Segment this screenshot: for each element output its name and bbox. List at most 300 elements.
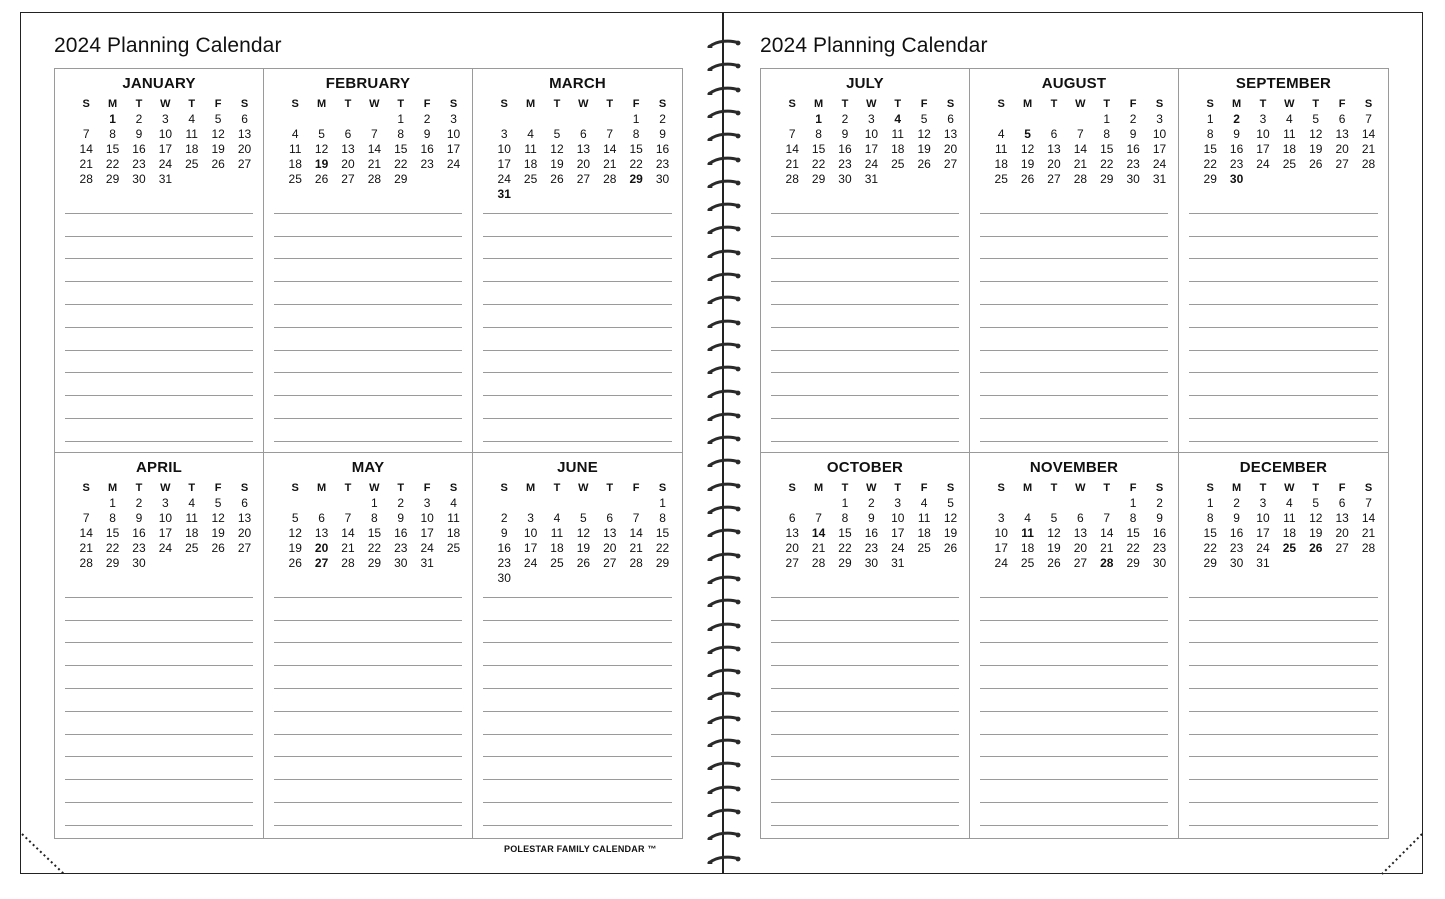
day-number: 27 <box>603 556 617 570</box>
writing-line <box>980 735 1168 758</box>
writing-line <box>771 396 959 419</box>
binding-coil <box>707 38 741 48</box>
weekday-header: M <box>1232 98 1242 110</box>
weekday-header: F <box>632 98 640 110</box>
day-number: 2 <box>423 112 431 126</box>
day-number: 21 <box>79 157 93 171</box>
weekday-header: T <box>1050 482 1058 494</box>
day-number: 11 <box>994 142 1008 156</box>
weekday-header: S <box>1364 482 1373 494</box>
day-number: 17 <box>891 526 905 540</box>
day-number: 25 <box>288 172 302 186</box>
empty-day <box>335 112 361 127</box>
binding-coil <box>707 201 741 211</box>
day-number: 19 <box>917 142 931 156</box>
day-number: 23 <box>655 157 670 171</box>
weekday-header: T <box>1312 98 1320 110</box>
binding-coil <box>707 61 741 71</box>
writing-line <box>65 689 253 712</box>
writing-line <box>980 643 1168 666</box>
empty-day <box>517 112 543 127</box>
day-number: 15 <box>105 142 120 156</box>
day-number: 16 <box>838 142 852 156</box>
day-number: 13 <box>1335 127 1349 141</box>
day-number: 10 <box>446 127 461 141</box>
day-number: 3 <box>1156 112 1163 126</box>
writing-line <box>274 237 462 260</box>
writing-line <box>65 373 253 396</box>
day-number: 15 <box>367 526 382 540</box>
writing-lines <box>980 191 1168 442</box>
day-number: 12 <box>1309 127 1323 141</box>
day-number: 9 <box>397 511 405 525</box>
month-days-grid <box>491 481 682 586</box>
writing-line <box>771 598 959 621</box>
writing-line <box>980 621 1168 644</box>
day-number: 4 <box>527 127 534 141</box>
weekday-header: T <box>397 482 405 494</box>
writing-line <box>771 419 959 442</box>
month-february <box>264 69 473 453</box>
day-number: 7 <box>788 127 796 141</box>
day-number: 11 <box>1283 127 1296 141</box>
day-number: 7 <box>1077 127 1084 141</box>
day-number: 10 <box>497 142 511 156</box>
day-number: 29 <box>811 172 826 186</box>
left-page-month-grid <box>54 68 683 839</box>
weekday-header: F <box>920 482 928 494</box>
writing-line <box>65 780 253 803</box>
day-number: 22 <box>1203 157 1217 171</box>
day-number: 14 <box>629 526 643 540</box>
footer-brand: POLESTAR FAMILY CALENDAR ™ <box>504 844 657 854</box>
writing-line <box>65 282 253 305</box>
writing-line <box>1189 621 1378 644</box>
day-number: 2 <box>841 112 849 126</box>
day-number: 27 <box>314 556 329 570</box>
weekday-header: S <box>1206 482 1214 494</box>
writing-line <box>274 305 462 328</box>
writing-line <box>1189 237 1378 260</box>
weekday-header: W <box>578 98 589 110</box>
day-number: 18 <box>523 157 538 171</box>
writing-line <box>483 621 672 644</box>
month-days-grid <box>73 97 263 187</box>
day-number: 12 <box>1309 511 1323 525</box>
day-number: 28 <box>341 556 355 570</box>
day-number: 6 <box>1338 496 1346 510</box>
day-number: 19 <box>1309 142 1323 156</box>
day-number: 11 <box>1283 511 1296 525</box>
writing-line <box>65 735 253 758</box>
day-number: 24 <box>1256 541 1270 555</box>
day-number: 30 <box>864 556 879 570</box>
month-name: AUGUST <box>1041 75 1107 92</box>
day-number: 10 <box>1256 511 1270 525</box>
day-number: 5 <box>1312 112 1320 126</box>
day-number: 27 <box>237 157 252 171</box>
day-number: 25 <box>891 157 905 171</box>
day-number: 17 <box>158 142 173 156</box>
day-number: 4 <box>188 112 196 126</box>
day-number: 28 <box>1361 541 1376 555</box>
writing-line <box>274 419 462 442</box>
day-number: 6 <box>318 511 325 525</box>
day-number: 7 <box>344 511 352 525</box>
day-number: 19 <box>314 157 329 171</box>
day-number: 10 <box>864 127 879 141</box>
day-number: 2 <box>659 112 666 126</box>
writing-line <box>483 712 672 735</box>
binding-coil <box>707 318 741 328</box>
day-number: 20 <box>603 541 617 555</box>
writing-line <box>1189 780 1378 803</box>
day-number: 7 <box>82 511 90 525</box>
day-number: 27 <box>576 172 591 186</box>
day-number: 10 <box>420 511 434 525</box>
day-number: 29 <box>629 172 643 186</box>
day-number: 26 <box>1309 541 1323 555</box>
day-number: 31 <box>497 187 511 201</box>
writing-line <box>771 191 959 214</box>
day-number: 4 <box>920 496 928 510</box>
day-number: 16 <box>1229 142 1244 156</box>
empty-day <box>1067 112 1093 127</box>
day-number: 3 <box>868 112 875 126</box>
writing-line <box>65 259 253 282</box>
weekday-header: T <box>135 98 143 110</box>
weekday-header: S <box>1155 98 1164 110</box>
day-number: 8 <box>1206 127 1214 141</box>
day-number: 15 <box>811 142 826 156</box>
writing-line <box>980 803 1168 826</box>
binding-coil <box>707 690 741 700</box>
empty-day <box>1041 496 1067 511</box>
writing-line <box>771 757 959 780</box>
day-number: 6 <box>1050 127 1058 141</box>
day-number: 14 <box>1073 142 1088 156</box>
day-number: 2 <box>500 511 508 525</box>
day-number: 27 <box>785 556 799 570</box>
day-number: 3 <box>527 511 534 525</box>
day-number: 14 <box>1361 511 1376 525</box>
day-number: 18 <box>446 526 461 540</box>
day-number: 13 <box>1073 526 1088 540</box>
day-number: 5 <box>318 127 325 141</box>
month-days-grid <box>282 481 472 571</box>
day-number: 9 <box>868 511 875 525</box>
day-number: 13 <box>237 511 252 525</box>
day-number: 19 <box>211 526 225 540</box>
day-number: 11 <box>185 127 198 141</box>
writing-line <box>980 757 1168 780</box>
day-number: 23 <box>1126 157 1140 171</box>
day-number: 24 <box>158 157 173 171</box>
day-number: 26 <box>917 157 931 171</box>
day-number: 18 <box>185 526 199 540</box>
day-number: 15 <box>655 526 670 540</box>
day-number: 18 <box>1282 526 1297 540</box>
writing-line <box>980 689 1168 712</box>
day-number: 25 <box>185 541 199 555</box>
writing-line <box>274 373 462 396</box>
writing-line <box>980 282 1168 305</box>
day-number: 21 <box>1361 142 1376 156</box>
writing-line <box>1189 305 1378 328</box>
weekday-header: T <box>841 98 849 110</box>
day-number: 27 <box>1073 556 1088 570</box>
day-number: 25 <box>994 172 1008 186</box>
day-number: 15 <box>105 526 120 540</box>
day-number: 19 <box>1020 157 1035 171</box>
month-name: APRIL <box>136 459 182 476</box>
writing-line <box>274 643 462 666</box>
weekday-header: M <box>317 482 327 494</box>
month-may <box>264 453 473 838</box>
day-number: 28 <box>1073 172 1088 186</box>
day-number: 5 <box>580 511 587 525</box>
day-number: 16 <box>497 541 511 555</box>
day-number: 4 <box>894 112 902 126</box>
day-number: 21 <box>785 157 799 171</box>
day-number: 21 <box>811 541 826 555</box>
day-number: 13 <box>1047 142 1061 156</box>
day-number: 2 <box>1129 112 1137 126</box>
binding-coil <box>707 784 741 794</box>
month-december <box>1179 453 1388 838</box>
day-number: 17 <box>1152 142 1167 156</box>
month-august <box>970 69 1179 453</box>
day-number: 6 <box>241 112 248 126</box>
day-number: 14 <box>341 526 355 540</box>
day-number: 1 <box>659 496 666 510</box>
day-number: 4 <box>1286 112 1293 126</box>
empty-day <box>570 112 596 127</box>
writing-line <box>980 419 1168 442</box>
writing-line <box>1189 282 1378 305</box>
month-september <box>1179 69 1388 453</box>
day-number: 13 <box>1335 511 1349 525</box>
day-number: 26 <box>550 172 564 186</box>
day-number: 29 <box>1126 556 1140 570</box>
writing-line <box>274 780 462 803</box>
month-days-grid <box>988 481 1178 571</box>
writing-line <box>1189 259 1378 282</box>
writing-line <box>274 351 462 374</box>
day-number: 6 <box>1077 511 1084 525</box>
writing-line <box>483 803 672 826</box>
day-number: 25 <box>1020 556 1035 570</box>
day-number: 19 <box>943 526 958 540</box>
weekday-header: M <box>1023 98 1033 110</box>
weekday-header: F <box>920 98 928 110</box>
writing-line <box>65 396 253 419</box>
day-number: 24 <box>994 556 1008 570</box>
day-number: 3 <box>162 112 169 126</box>
day-number: 30 <box>838 172 852 186</box>
binding-coil <box>707 155 741 165</box>
day-number: 21 <box>79 541 93 555</box>
day-number: 12 <box>211 511 225 525</box>
writing-line <box>65 803 253 826</box>
writing-line <box>980 214 1168 237</box>
writing-lines <box>771 575 959 826</box>
day-number: 11 <box>447 511 460 525</box>
day-number: 24 <box>864 157 879 171</box>
writing-line <box>65 237 253 260</box>
day-number: 22 <box>105 157 120 171</box>
weekday-header: M <box>1023 482 1033 494</box>
day-number: 14 <box>1361 127 1376 141</box>
day-number: 4 <box>553 511 561 525</box>
day-number: 8 <box>1206 511 1214 525</box>
writing-line <box>483 351 672 374</box>
day-number: 6 <box>580 127 587 141</box>
writing-line <box>483 237 672 260</box>
writing-line <box>1189 666 1378 689</box>
writing-line <box>980 598 1168 621</box>
empty-day <box>805 496 831 511</box>
day-number: 22 <box>1100 157 1114 171</box>
day-number: 7 <box>1365 496 1372 510</box>
binding-coil <box>707 574 741 584</box>
day-number: 22 <box>1126 541 1140 555</box>
day-number: 5 <box>1024 127 1031 141</box>
day-number: 3 <box>997 511 1005 525</box>
weekday-header: S <box>997 98 1005 110</box>
day-number: 17 <box>497 157 511 171</box>
day-number: 16 <box>132 142 146 156</box>
writing-line <box>483 575 672 598</box>
day-number: 20 <box>785 541 799 555</box>
writing-line <box>65 351 253 374</box>
weekday-header: T <box>894 482 902 494</box>
month-march <box>473 69 682 453</box>
day-number: 3 <box>423 496 431 510</box>
month-days-grid <box>988 97 1178 187</box>
day-number: 16 <box>655 142 670 156</box>
day-number: 2 <box>135 496 143 510</box>
writing-line <box>483 735 672 758</box>
day-number: 8 <box>1129 511 1137 525</box>
day-number: 27 <box>341 172 355 186</box>
day-number: 12 <box>211 127 225 141</box>
day-number: 23 <box>394 541 408 555</box>
day-number: 9 <box>841 127 849 141</box>
month-name: JANUARY <box>122 75 196 92</box>
day-number: 13 <box>785 526 799 540</box>
day-number: 28 <box>1361 157 1376 171</box>
weekday-header: M <box>1232 482 1242 494</box>
day-number: 29 <box>655 556 670 570</box>
month-june <box>473 453 682 838</box>
writing-line <box>65 191 253 214</box>
weekday-header: M <box>317 98 327 110</box>
writing-line <box>65 621 253 644</box>
day-number: 30 <box>394 556 408 570</box>
day-number: 7 <box>1365 112 1372 126</box>
writing-line <box>65 643 253 666</box>
writing-line <box>1189 396 1378 419</box>
day-number: 29 <box>367 556 382 570</box>
day-number: 14 <box>785 142 799 156</box>
weekday-header: S <box>291 482 299 494</box>
day-number: 20 <box>237 142 252 156</box>
writing-line <box>274 396 462 419</box>
writing-line <box>980 575 1168 598</box>
day-number: 30 <box>132 556 146 570</box>
binding-coil <box>707 830 741 840</box>
empty-day <box>282 112 308 127</box>
day-number: 6 <box>606 511 614 525</box>
day-number: 27 <box>237 541 252 555</box>
day-number: 4 <box>997 127 1005 141</box>
day-number: 15 <box>394 142 408 156</box>
binding-coil <box>707 597 741 607</box>
binding-coil <box>707 527 741 537</box>
empty-day <box>570 496 596 511</box>
writing-line <box>483 328 672 351</box>
day-number: 30 <box>497 571 511 585</box>
day-number: 26 <box>1020 172 1035 186</box>
weekday-header: T <box>1103 98 1111 110</box>
day-number: 15 <box>1100 142 1114 156</box>
day-number: 18 <box>1020 541 1035 555</box>
day-number: 25 <box>446 541 461 555</box>
writing-line <box>980 666 1168 689</box>
day-number: 12 <box>550 142 564 156</box>
weekday-header: T <box>841 482 849 494</box>
writing-line <box>274 575 462 598</box>
day-number: 10 <box>891 511 905 525</box>
day-number: 31 <box>891 556 905 570</box>
day-number: 8 <box>109 511 116 525</box>
day-number: 30 <box>132 172 146 186</box>
weekday-header: S <box>500 482 508 494</box>
day-number: 28 <box>629 556 643 570</box>
writing-line <box>483 666 672 689</box>
day-number: 19 <box>1047 541 1061 555</box>
weekday-header: W <box>160 98 171 110</box>
weekday-header: S <box>1364 98 1373 110</box>
day-number: 21 <box>1073 157 1088 171</box>
weekday-header: M <box>814 482 824 494</box>
day-number: 15 <box>838 526 852 540</box>
day-number: 2 <box>135 112 143 126</box>
day-number: 23 <box>1229 541 1244 555</box>
day-number: 13 <box>341 142 355 156</box>
writing-lines <box>980 575 1168 826</box>
day-number: 19 <box>550 157 564 171</box>
day-number: 17 <box>446 142 461 156</box>
writing-line <box>771 237 959 260</box>
day-number: 13 <box>603 526 617 540</box>
empty-day <box>544 112 570 127</box>
day-number: 23 <box>132 541 146 555</box>
day-number: 5 <box>553 127 561 141</box>
writing-line <box>980 237 1168 260</box>
day-number: 4 <box>188 496 196 510</box>
day-number: 26 <box>1047 556 1061 570</box>
writing-line <box>1189 191 1378 214</box>
day-number: 9 <box>1129 127 1137 141</box>
day-number: 18 <box>891 142 905 156</box>
weekday-header: T <box>344 482 352 494</box>
weekday-header: T <box>188 98 196 110</box>
binding-coil <box>707 248 741 258</box>
binding-coil <box>707 341 741 351</box>
binding-coil <box>707 457 741 467</box>
